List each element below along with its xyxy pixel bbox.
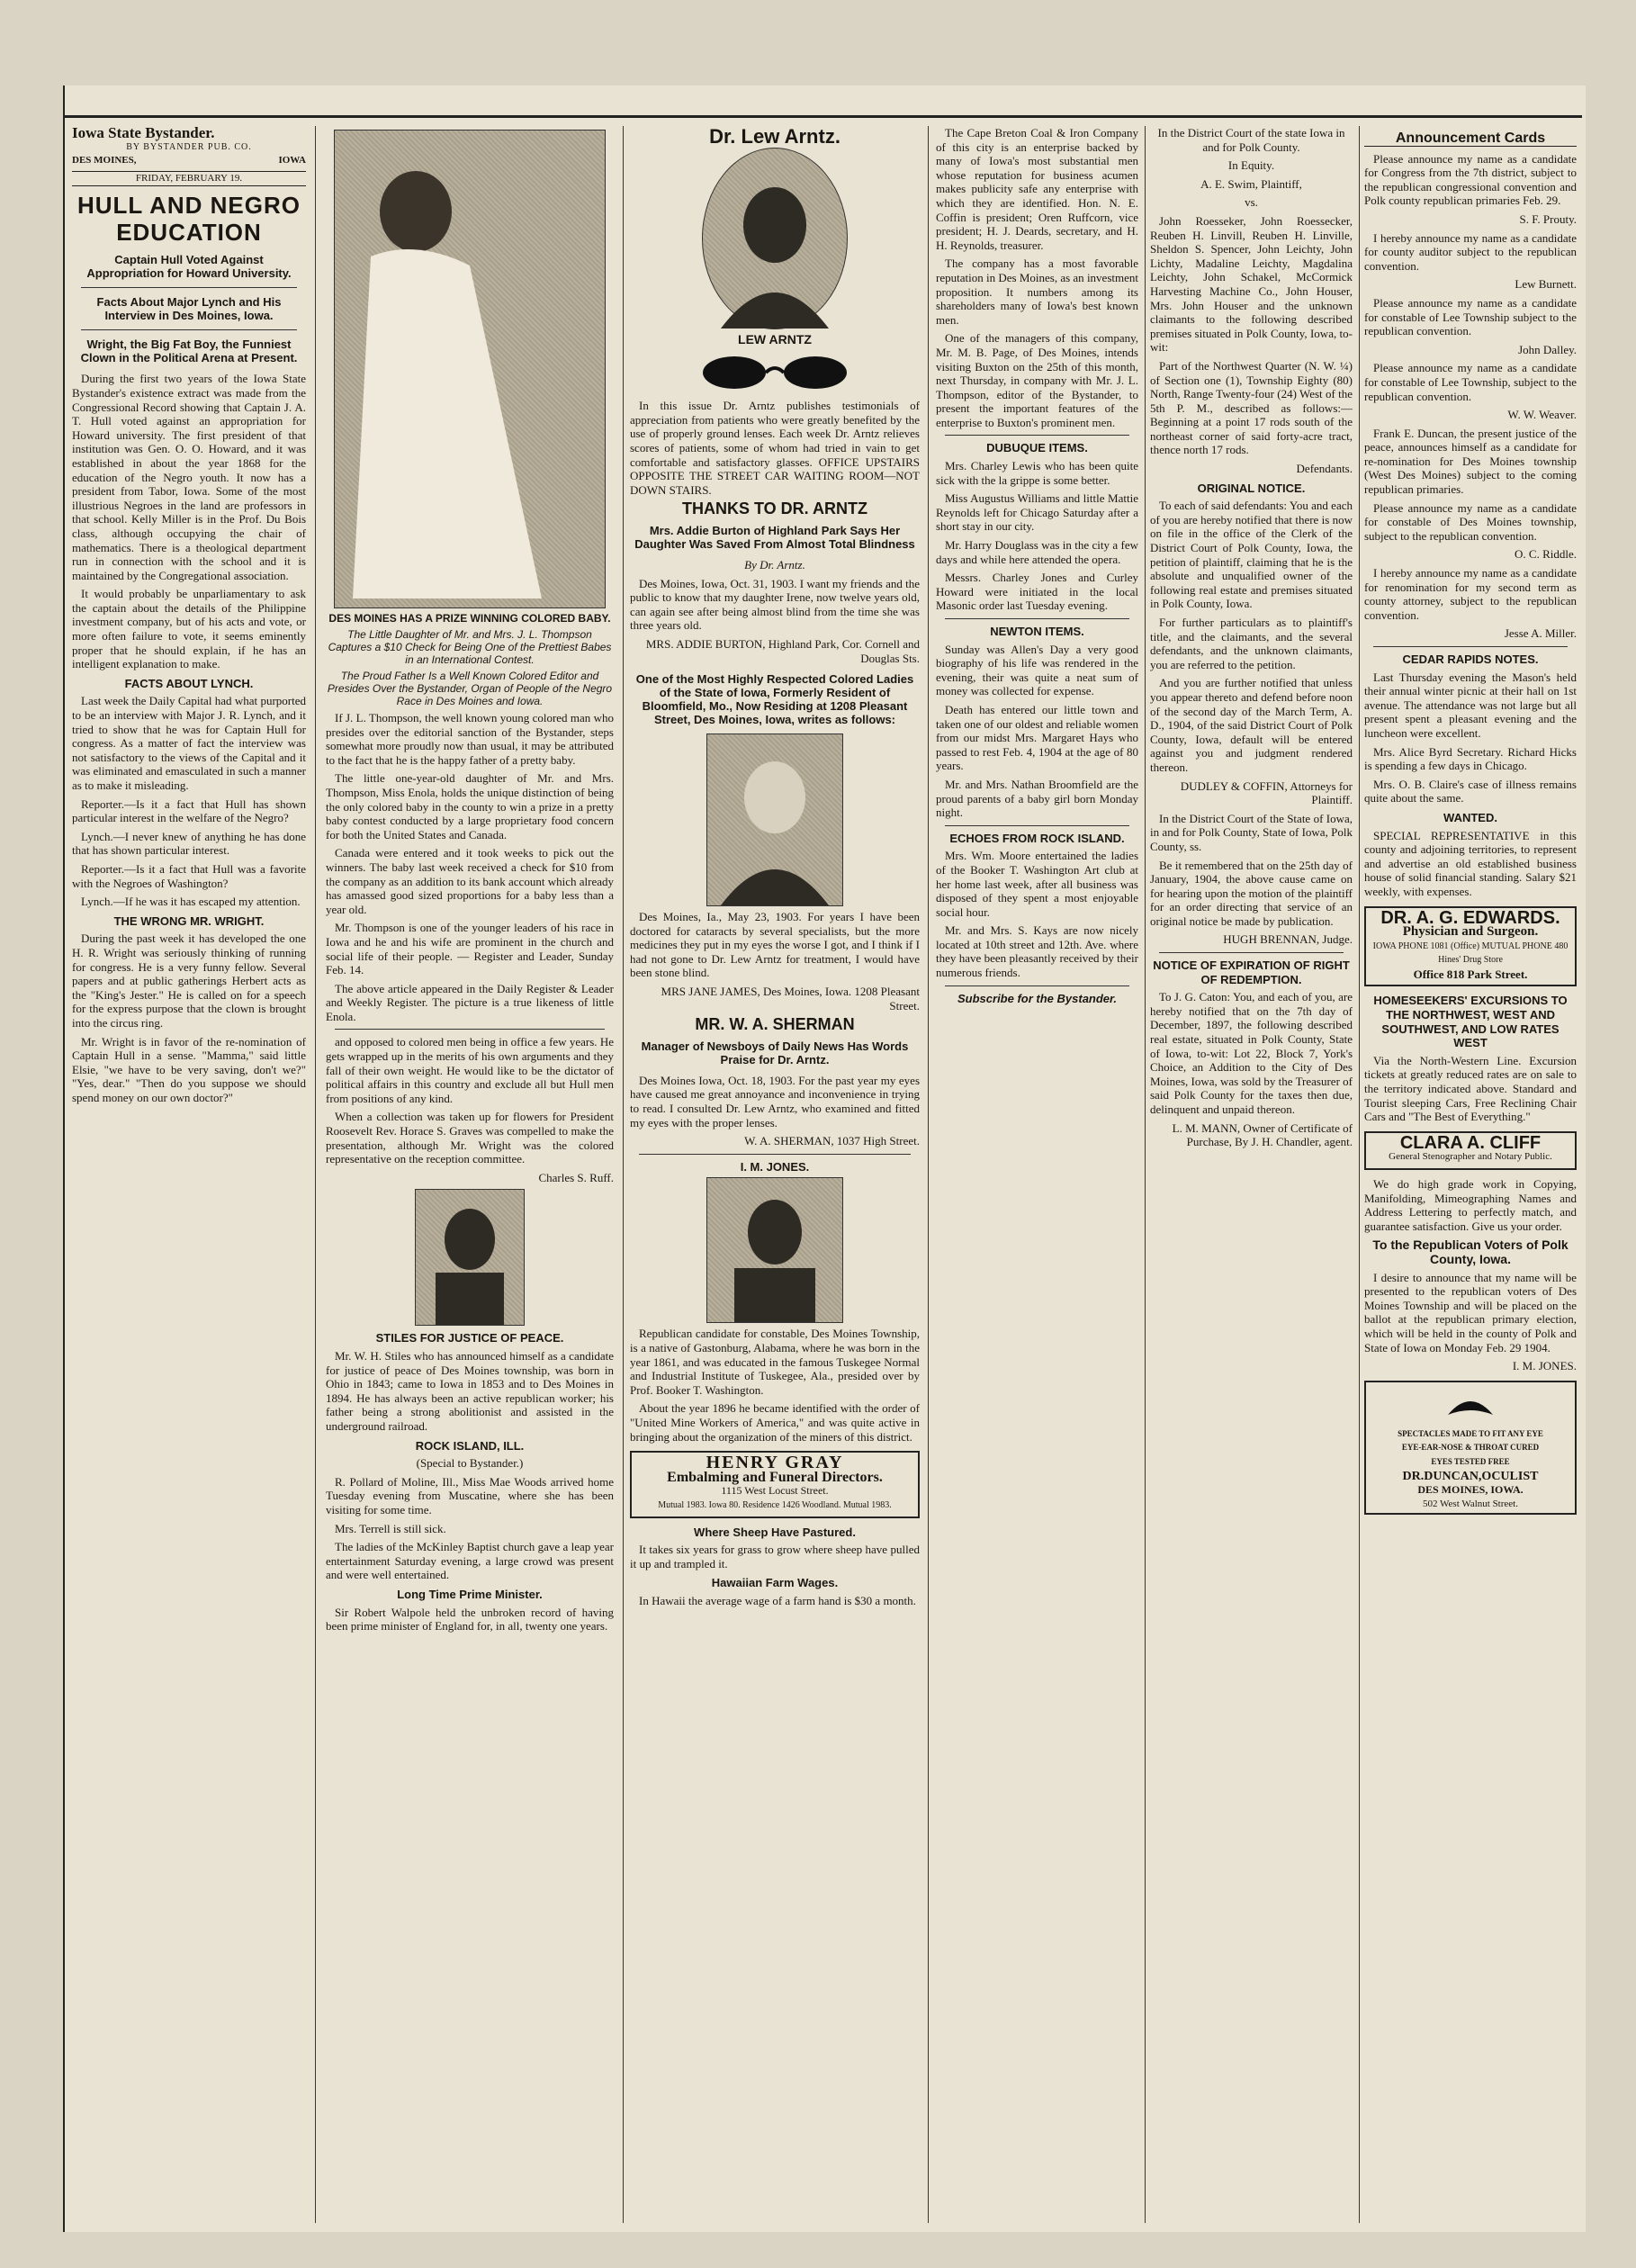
section-heading: ECHOES FROM ROCK ISLAND. [949, 831, 1125, 845]
legal-paragraph: In the District Court of the State of Iowa, in and for Polk County, State of Iowa, Polk County, ss. [1150, 811, 1353, 853]
article-paragraph: Sir Robert Walpole held the unbroken record of having been prime minister of England for, in all, twenty one years. [326, 1605, 614, 1634]
section-heading: HOMESEEKERS' EXCURSIONS TO THE NORTHWEST, WEST AND SOUTHWEST, AND LOW RATES WEST [1373, 994, 1568, 1050]
signature: HUGH BRENNAN, Judge. [1223, 932, 1353, 947]
article-paragraph: Lynch.—I never knew of anything he has done that has shown particular interest. [72, 829, 306, 858]
legal-paragraph: John Roesseker, John Roessecker, Reuben H. Linvill, Reuben H. Linville, Sheldon S. Spencer, John Leichty, John Lichty, Madaline Leichty, Magdalina Leichty, John Schakel, McCormick Harvesting Machine Co., John Houser, Mrs. John Houser and the unknown claimants to the following described premises situated in Polk County, Iowa, to-wit: [1150, 213, 1353, 355]
ad-line: SPECTACLES MADE TO FIT ANY EYE [1398, 1428, 1543, 1438]
spectacles-icon [694, 350, 856, 395]
signature: W. A. SHERMAN, 1037 High Street. [744, 1134, 920, 1148]
legal-paragraph: For further particulars as to plaintiff's title, and the claimants, and the several defendants, and the unknown claimants, you are referred to the petition. [1150, 616, 1353, 671]
signature: Charles S. Ruff. [538, 1170, 614, 1184]
divider [1373, 646, 1568, 647]
arntz-title: Dr. Lew Arntz. [709, 126, 840, 148]
court-equity: In Equity. [1227, 158, 1275, 173]
column-3 [630, 126, 920, 2223]
masthead-date: FRIDAY, FEBRUARY 19. [72, 171, 306, 187]
signature: MRS. ADDIE BURTON, Highland Park, Cor. Cornell and Douglas Sts. [645, 636, 920, 665]
article-paragraph: The company has a most favorable reputation in Des Moines, as an investment proposition. It numbers among its shareholders many of Iowa's best known men. [936, 256, 1138, 327]
ad-phone: IOWA PHONE 1081 (Office) MUTUAL PHONE 480 Hines' Drug Store [1372, 940, 1569, 966]
article-paragraph: Death has entered our little town and taken one of our oldest and reliable women from our midst Mrs. Margaret Hays who passed to rest Feb. 4, 1904 at the age of 80 years. [936, 702, 1138, 773]
signature: S. F. Prouty. [1519, 212, 1577, 226]
column-rule [315, 126, 316, 2223]
ad-title: CLARA A. CLIFF [1399, 1132, 1542, 1153]
column-5 [1150, 126, 1353, 2223]
article-paragraph: The above article appeared in the Daily Register & Leader and Weekly Register. The picture is a true likeness of little Enola. [326, 981, 614, 1023]
court-header: In the District Court of the state Iowa in and for Polk County. [1157, 126, 1345, 154]
article-paragraph: Mr. Wright is in favor of the re-nomination of Captain Hull in a sense. "Mamma," said little Elsie, "we have to be very saving, don't we?" "Yes, dear." "Then do you suppose we should spend money on our own doctor?" [72, 1034, 306, 1104]
column-2 [326, 126, 614, 2223]
article-paragraph: Messrs. Charley Jones and Curley Howard were initiated in the local Masonic order last Tuesday evening. [936, 571, 1138, 613]
deck: Facts About Major Lynch and His Interview in Des Moines, Iowa. [96, 295, 282, 323]
article-paragraph: It would probably be unparliamentary to ask the captain about the details of the Philippine investment company, but of his acts and vote, or more often failure to vote, it seems eminently proper that he should explain, if he has an intelligent explanation to make. [72, 587, 306, 671]
article-paragraph: When a collection was taken up for flowers for President Roosevelt Rev. Horace S. Graves was compelled to make the presentation, although Mr. Wright was the colored representative on the reception committee. [326, 1110, 614, 1166]
court-vs: vs. [1245, 195, 1258, 210]
masthead-state: IOWA [278, 155, 306, 166]
divider [639, 1154, 911, 1155]
article-paragraph: Mr. Harry Douglass was in the city a few days and while here attended the opera. [936, 538, 1138, 566]
classified-ad: SPECIAL REPRESENTATIVE in this county and adjoining territories, to represent and advertise an old established business house of solid financial standing. Salary $21 weekly, with expenses. [1364, 828, 1577, 898]
divider [945, 435, 1129, 436]
deck: The Little Daughter of Mr. and Mrs. J. L. Thompson Captures a $10 Check for Being One of the Prettiest Babes in an International Contest. [328, 628, 612, 666]
legal-paragraph: Be it remembered that on the 25th day of January, 1904, the above cause came on for hearing upon the motion of the plaintiff for an order directing that service of an original notice be made by publication. [1150, 858, 1353, 928]
deck: Mrs. Addie Burton of Highland Park Says Her Daughter Was Saved From Almost Total Blindness [634, 523, 915, 551]
section-heading: MR. W. A. SHERMAN [695, 1015, 855, 1034]
edwards-ad [1364, 906, 1577, 987]
article-paragraph: Lynch.—If he was it has escaped my attention. [81, 895, 301, 909]
article-paragraph: Mrs. Wm. Moore entertained the ladies of the Booker T. Washington Art club at her home last week, after all business was disposed of they spent a most enjoyable social hour. [936, 849, 1138, 919]
section-heading: CEDAR RAPIDS NOTES. [1402, 652, 1539, 666]
ad-address: Office 818 Park Street. [1413, 967, 1528, 981]
article-paragraph: Mr. Thompson is one of the younger leaders of his race in Iowa and he and his wife are prominent in the church and social life of their people. — Register and Leader, Sunday Feb. 14. [326, 921, 614, 977]
announcement: Please announce my name as a candidate for constable of Des Moines township, subject to the republican convention. [1364, 500, 1577, 543]
column-rule [1359, 126, 1360, 2223]
announcement: Please announce my name as a candidate for Congress from the 7th district, subject to the republican congressional convention and Polk county republican primaries Feb. 29. [1364, 151, 1577, 208]
article-paragraph: Via the North-Western Line. Excursion tickets at greatly reduced rates are on sale to the territory indicated above. Standard and Tourist sleeping Cars, Free Reclining Chair Cars and "The Best of Everything." [1364, 1053, 1577, 1124]
article-paragraph: Mrs. Terrell is still sick. [335, 1521, 446, 1535]
section-heading: I. M. JONES. [740, 1159, 810, 1174]
henry-gray-ad [630, 1451, 920, 1517]
jones-portrait [706, 1177, 843, 1323]
ad-title: DR. A. G. EDWARDS. [1380, 907, 1560, 928]
ad-address: 1115 West Locust Street. [721, 1484, 829, 1498]
section-heading: DUBUQUE ITEMS. [986, 441, 1088, 455]
article-paragraph: Mrs. Charley Lewis who has been quite sick with the la grippe is some better. [936, 459, 1138, 487]
masthead-publisher: BY BYSTANDER PUB. CO. [126, 141, 252, 152]
photo-caption: DES MOINES HAS A PRIZE WINNING COLORED BABY. [328, 612, 611, 625]
ad-subtitle: Physician and Surgeon. [1402, 924, 1539, 940]
legal-paragraph: To J. G. Caton: You, and each of you, are hereby notified that on the 7th day of December, 1897, the following described real estate, situated in Polk County, State of Iowa, to-wit: Lot 22, Block 7, York's Choice, an Addition to the City of Des Moines, Iowa, was sold by the Treasurer of said Polk County for the taxes then due, delinquent and unpaid thereon. [1150, 990, 1353, 1116]
ad-title: DR.DUNCAN,OCULIST [1402, 1469, 1539, 1483]
article-paragraph: In Hawaii the average wage of a farm hand is $30 a month. [639, 1593, 916, 1607]
man-portrait-icon [707, 1178, 842, 1322]
arntz-portrait [702, 148, 848, 329]
column-rule [1145, 126, 1146, 2223]
article-paragraph: In this issue Dr. Arntz publishes testimonials of appreciation from patients who were greatly benefited by the use of properly ground lenses. Each week Dr. Arntz relieves scores of patients, some of whom had tried in vain to get comfortable and satisfactory glasses. OFFICE UPSTAIRS OPPOSITE THE STREET CAR WAITING ROOM—NOT DOWN STAIRS. [630, 399, 920, 497]
announcement: I hereby announce my name as a candidate for county auditor subject to the republican convention. [1364, 230, 1577, 273]
section-heading: ORIGINAL NOTICE. [1197, 481, 1306, 495]
section-heading: THANKS TO DR. ARNTZ [682, 500, 867, 518]
headline-hull: HULL AND NEGRO EDUCATION [77, 192, 301, 247]
article-paragraph: Miss Augustus Williams and little Mattie Reynolds left for Chicago Saturday after a short stay in our city. [936, 491, 1138, 534]
article-paragraph: Mr. and Mrs. S. Kays are now nicely located at 10th street and 12th. Ave. where they have been pleasantly received by their numerous friends. [936, 923, 1138, 980]
article-paragraph: Republican candidate for constable, Des Moines Township, is a native of Gastonburg, Alabama, where he was born in the year 1861, and was educated in the famous Tuskegee Normal and Industrial Institute of Tuskegee, Ala., presided over by Prof. Booker T. Washington. [630, 1327, 920, 1397]
divider [945, 825, 1129, 826]
article-paragraph: If J. L. Thompson, the well known young colored man who presides over the editorial sanction of the Bystander, steps somewhat more proudly now than usual, it may be attributed to the fact that he is the happy father of a pretty baby. [326, 711, 614, 767]
subscribe-footer: Subscribe for the Bystander. [957, 991, 1117, 1005]
ad-title: HENRY GRAY [706, 1453, 844, 1473]
article-paragraph: One of the managers of this company, Mr. M. B. Page, of Des Moines, intends visiting Buxton on the 25th of this month, next Thursday, in company with Mr. J. L. Thompson, editor of the Bystander, to present the important features of the enterprise to Buxton's prominent men. [936, 331, 1138, 429]
deck: Manager of Newsboys of Daily News Has Words Praise for Dr. Arntz. [641, 1039, 909, 1066]
ad-line: EYE-EAR-NOSE & THROAT CURED [1401, 1443, 1540, 1453]
section-heading: To the Republican Voters of Polk County, Iowa. [1372, 1238, 1569, 1266]
announcement: I hereby announce my name as a candidate for renomination for my second term as county attorney, subject to the republican convention. [1364, 566, 1577, 622]
ad-subtitle: Embalming and Funeral Directors. [667, 1469, 883, 1485]
article-paragraph: Mrs. O. B. Claire's case of illness remains quite about the same. [1364, 777, 1577, 806]
top-rule [65, 115, 1582, 118]
cliff-ad [1364, 1131, 1577, 1170]
article-paragraph: and opposed to colored men being in office a few years. He gets wrapped up in the merits of his own arguments and they fall of their own weight. He would like to be the dictator of political affairs in this country and exclude all but Hull men from positions of any kind. [326, 1035, 614, 1105]
divider [945, 618, 1129, 619]
ad-city: DES MOINES, IOWA. [1417, 1483, 1524, 1497]
court-plaintiff: A. E. Swim, Plaintiff, [1200, 176, 1302, 191]
deck: Captain Hull Voted Against Appropriation for Howard University. [86, 253, 292, 281]
section-heading: Where Sheep Have Pastured. [694, 1525, 856, 1539]
section-heading: STILES FOR JUSTICE OF PEACE. [375, 1331, 564, 1346]
article-paragraph: R. Pollard of Moline, Ill., Miss Mae Woods arrived home Tuesday evening from Muscatine, where she has been visiting for some time. [326, 1474, 614, 1516]
oculist-ad [1364, 1381, 1577, 1516]
article-paragraph: Des Moines, Ia., May 23, 1903. For years I have been doctored for cataracts by several specialists, but the more medicines they put in my eyes the worse I got, and I think if I had not gone to Dr. Lew Arntz for treatment, I would have been stone blind. [630, 910, 920, 980]
man-portrait-icon [416, 1190, 524, 1325]
column-4 [936, 126, 1138, 2223]
byline: By Dr. Arntz. [744, 557, 805, 572]
james-portrait [706, 734, 843, 906]
section-heading: Hawaiian Farm Wages. [711, 1576, 839, 1590]
signature: Lew Burnett. [1515, 277, 1577, 292]
stiles-portrait [415, 1189, 525, 1326]
deck: The Proud Father Is a Well Known Colored Editor and Presides Over the Bystander, Organ of People of the Negro Race in Des Moines and Iowa. [327, 670, 613, 707]
section-heading: FACTS ABOUT LYNCH. [124, 676, 254, 690]
column-1 [72, 126, 306, 2223]
column-rule [928, 126, 929, 2223]
signature: W. W. Weaver. [1507, 408, 1577, 422]
legal-paragraph: To each of said defendants: You and each of you are hereby notified that there is now on file in the office of the Clerk of the District Court of Polk County, Iowa, the petition of plaintiff, claiming that he is the absolute and unqualified owner of the following real estate and premises situated in Polk County, Iowa. [1150, 499, 1353, 611]
section-heading: NOTICE OF EXPIRATION OF RIGHT OF REDEMPTION. [1153, 958, 1350, 986]
announcement: Please announce my name as a candidate for constable of Lee Township, subject to the republican convention. [1364, 361, 1577, 403]
section-heading: ROCK ISLAND, ILL. [415, 1438, 525, 1453]
signature: L. M. MANN, Owner of Certificate of Purchase, By J. H. Chandler, agent. [1172, 1120, 1353, 1149]
article-paragraph: During the first two years of the Iowa State Bystander's existence extract was made from the Congressional Record showing that Captain J. A. T. Hull voted against an appropriation for Howard university. The first president of that institution was Gen. O. O. Howard, and it was established in about the year 1868 for the education of the Negro youth. It now has a president from Tabor, Iowa. Some of the most illustrious Negroes in the land are professors in that school. Kelly Miller is in the Prof. Du Bois class, although occupying the chair of mathematics. There is a theological department run in connection with the school and it is maintained by the Congregational association. [72, 372, 306, 582]
article-paragraph: Sunday was Allen's Day a very good biography of his life was rendered in the evening, their was quite a neat sum of money was collected for expense. [936, 642, 1138, 698]
woman-portrait-icon [707, 734, 842, 905]
article-paragraph: Reporter.—Is it a fact that Hull was a favorite with the Negroes of Washington? [72, 861, 306, 890]
article-paragraph: During the past week it has developed the one H. R. Wright was seriously thinking of running for congress. He is a very funny fellow. Several papers and at public gatherings Herbert acts as the "King's Jester." He is called on for a speech for the express purpose that the clown is brought into the circus ring. [72, 932, 306, 1030]
court-defendants: Defendants. [1296, 462, 1353, 476]
ad-line: EYES TESTED FREE [1431, 1456, 1510, 1466]
article-paragraph: About the year 1896 he became identified with the order of "United Mine Workers of America," and was quite active in bringing about the organization of the miners of this district. [630, 1401, 920, 1444]
article-paragraph: Last week the Daily Capital had what purported to be an interview with Major J. R. Lynch, and it tried to show that he was for Captain Hull for congress. As a matter of fact the interview was not satisfactory to the views of the Capital and it was eliminated and emasculated in such a manner as to make it misleading. [72, 694, 306, 792]
deck: One of the Most Highly Respected Colored Ladies of the State of Iowa, Formerly Resident of Bloomfield, Mo., Now Residing at 1208 Pleasant Street, Des Moines, Iowa, writes as follows: [635, 672, 914, 727]
article-paragraph: Mr. and Mrs. Nathan Broomfield are the proud parents of a baby girl born Monday night. [936, 777, 1138, 820]
article-paragraph: I desire to announce that my name will be presented to the republican voters of Des Moines Township and will be placed on the ballot at the republican primary election, which will be held in the county of Polk and State of Iowa on Monday Feb. 29 1904. [1364, 1270, 1577, 1354]
section-heading: NEWTON ITEMS. [990, 625, 1084, 638]
article-paragraph: Mrs. Alice Byrd Secretary. Richard Hicks is spending a few days in Chicago. [1364, 744, 1577, 773]
deck: Wright, the Big Fat Boy, the Funniest Clown in the Political Arena at Present. [80, 338, 298, 365]
signature: O. C. Riddle. [1515, 547, 1577, 562]
article-paragraph: We do high grade work in Copying, Manifolding, Mimeographing Names and Address Lettering to perfectly match, and guarantee satisfaction. Give us your order. [1364, 1177, 1577, 1233]
section-heading: Long Time Prime Minister. [397, 1587, 543, 1601]
article-paragraph: Last Thursday evening the Mason's held their annual winter picnic at their hall on 1st avenue. The attendance was not large but all present spent a pleasant evening and the luncheon were excellent. [1364, 670, 1577, 740]
article-paragraph: Reporter.—Is it a fact that Hull has shown particular interest in the welfare of the Negro? [72, 796, 306, 825]
arntz-logo-text: LEW ARNTZ [738, 331, 812, 346]
divider [335, 1029, 605, 1030]
legal-paragraph: And you are further notified that unless you appear thereto and defend before noon of the second day of the March Term, A. D., 1904, of the said District Court of Polk County, Iowa, default will be entered against you and judgment rendered thereon. [1150, 676, 1353, 774]
announcement-cards-heading: Announcement Cards [1364, 131, 1577, 147]
divider [81, 329, 297, 330]
article-paragraph: Canada were entered and it took weeks to pick out the winners. The baby last week received a check for $10 from the company as an addition to its bank account which already has amassed good sized proportions for a baby less than a year old. [326, 846, 614, 916]
divider [81, 287, 297, 288]
article-paragraph: The ladies of the McKinley Baptist church gave a leap year entertainment Saturday evening, a large crowd was present and were well entertained. [326, 1540, 614, 1582]
signature: MRS JANE JAMES, Des Moines, Iowa. 1208 Pleasant Street. [661, 985, 920, 1012]
article-paragraph: It takes six years for grass to grow where sheep have pulled it up and trampled it. [630, 1543, 920, 1570]
ad-subtitle: General Stenographer and Notary Public. [1389, 1151, 1552, 1163]
article-paragraph: Des Moines Iowa, Oct. 18, 1903. For the past year my eyes have caused me great annoyance and inconvenience in trying to read. I consulted Dr. Lew Arntz, who examined and fitted my eyes with the proper lenses. [630, 1073, 920, 1130]
subheading: (Special to Bystander.) [416, 1456, 524, 1471]
article-paragraph: Mr. W. H. Stiles who has announced himself as a candidate for justice of peace of Des Moines township, was born in Ohio in 1843; came to Iowa in 1853 and to Des Moines in 1894. He has always been an active republican worker; his father being a strong abolitionist and assisted in the underground railroad. [326, 1349, 614, 1433]
baby-photo [334, 130, 606, 608]
masthead-title: Iowa State Bystander. [72, 126, 215, 141]
arntz-portrait-icon [703, 148, 847, 328]
legal-paragraph: Part of the Northwest Quarter (N. W. ¼) of Section one (1), Township Eighty (80) North, Range Twenty-four (24) West of the 5th P. M., described as follows:— Beginning at a point 17 rods south of the northeast corner of said forty-acre tract, thence north 17 rods. [1150, 358, 1353, 457]
announcement: Frank E. Duncan, the present justice of the peace, announces himself as a candidate for re-nomination for Des Moines township (West Des Moines) subject to the coming republican primaries. [1364, 426, 1577, 497]
masthead-city: DES MOINES, [72, 155, 137, 166]
column-rule [623, 126, 624, 2223]
article-paragraph: The Cape Breton Coal & Iron Company of this city is an enterprise backed by many of Iowa's most substantial men whose reputation for business acumen makes publicity safe any enterprise with which they are identified. Hon. N. E. Coffin is president; Oren Ruffcorn, vice president; H. J. Deards, secretary, and H. H. Reynolds, treasurer. [936, 126, 1138, 252]
section-heading: THE WRONG MR. WRIGHT. [113, 914, 265, 928]
column-6 [1364, 126, 1577, 2223]
ad-phone: Mutual 1983. Iowa 80. Residence 1426 Woodland. Mutual 1983. [658, 1499, 892, 1510]
article-paragraph: Des Moines, Iowa, Oct. 31, 1903. I want my friends and the public to know that my daughter Irene, now twelve years old, can again see after being almost blind from the time she was three years old. [630, 576, 920, 633]
signature: I. M. JONES. [1512, 1359, 1577, 1373]
masthead-location [72, 154, 306, 168]
section-heading: WANTED. [1443, 810, 1497, 824]
ad-address: 502 West Walnut Street. [1423, 1498, 1518, 1509]
signature: DUDLEY & COFFIN, Attorneys for Plaintiff. [1180, 778, 1353, 807]
announcement: Please announce my name as a candidate for constable of Lee Township subject to the republican convention. [1364, 295, 1577, 338]
article-paragraph: The little one-year-old daughter of Mr. and Mrs. Thompson, Miss Enola, holds the unique distinction of being the only colored baby in the county to win a prize in a pretty baby contest conducted by a large proprietary food concern for both the United States and Canada. [326, 771, 614, 842]
divider [1159, 952, 1344, 953]
signature: John Dalley. [1518, 342, 1577, 356]
signature: Jesse A. Miller. [1504, 626, 1577, 641]
baby-portrait-icon [335, 130, 605, 608]
eagle-icon [1443, 1388, 1497, 1424]
